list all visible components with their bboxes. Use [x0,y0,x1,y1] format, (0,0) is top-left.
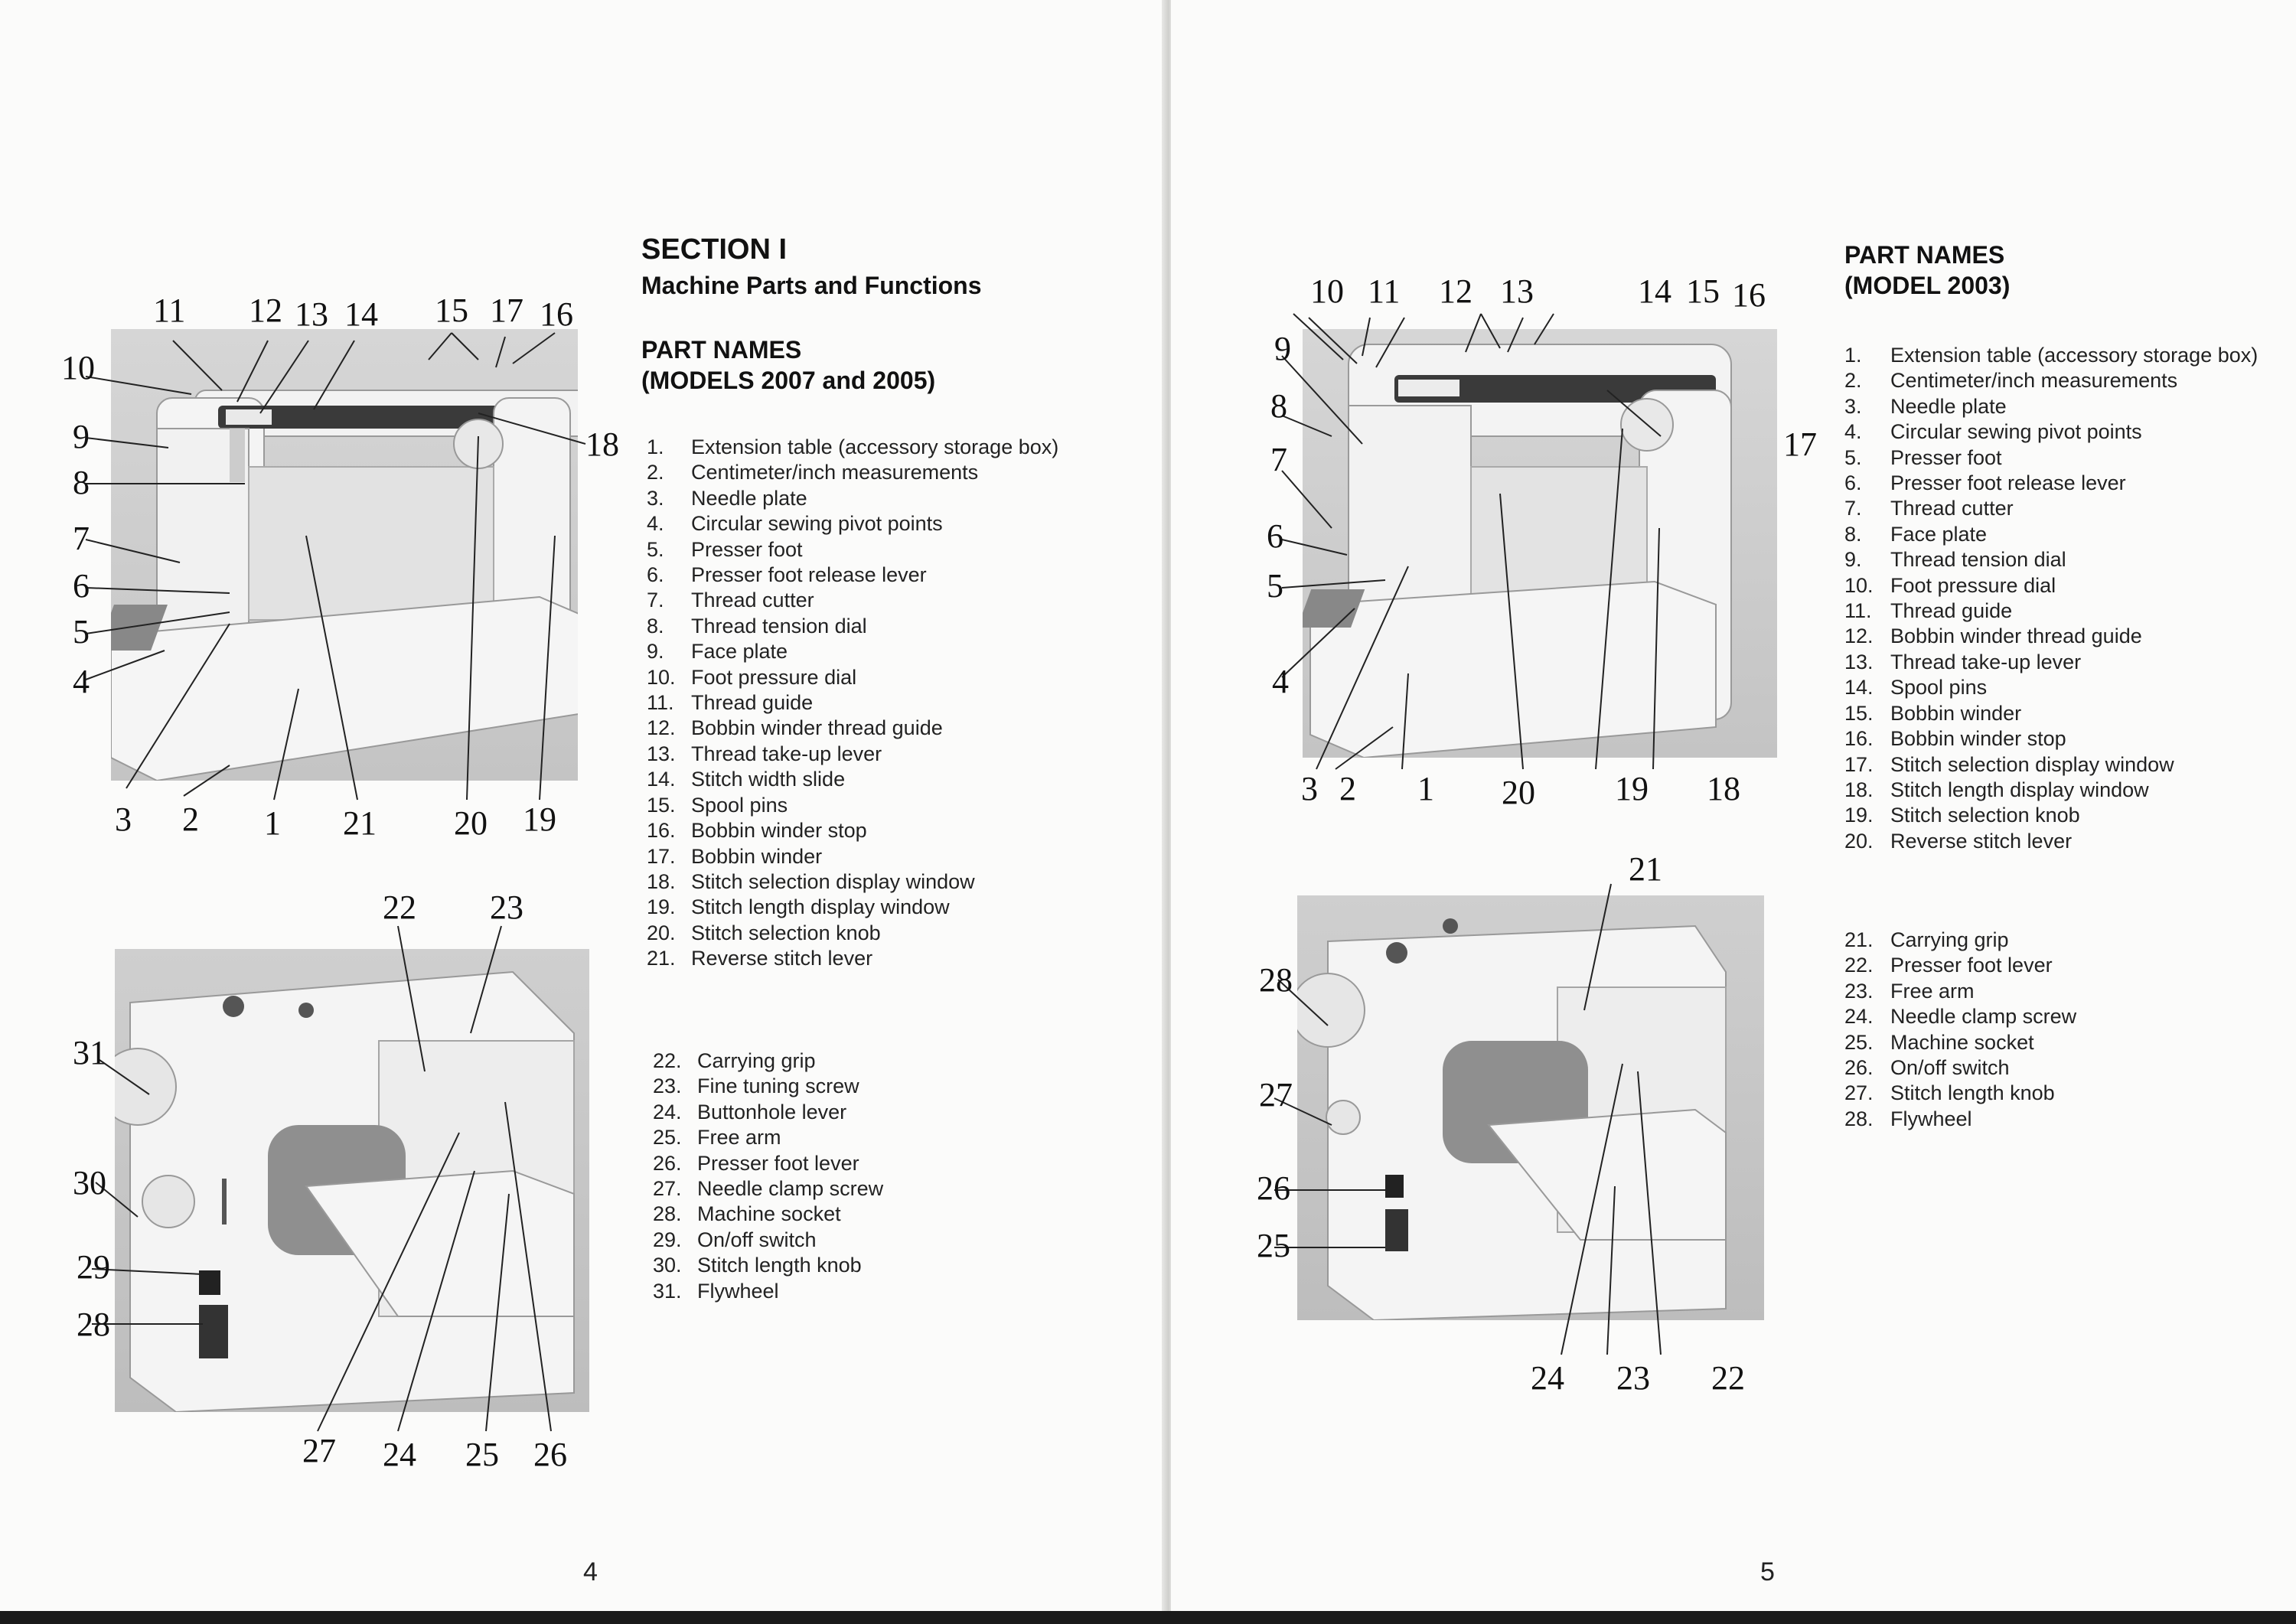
fig3-callout: 18 [1707,770,1740,807]
fig1-callout: 11 [153,292,186,329]
fig1-callout: 6 [73,567,90,605]
fig2-callout: 29 [77,1248,110,1286]
fig3-callout: 4 [1272,663,1289,700]
fig4-callout: 21 [1629,850,1662,888]
part-number: 23. [653,1075,682,1098]
part-list-item [653,1202,1066,1227]
fig3-callout: 1 [1417,770,1434,807]
part-label: Thread tension dial [1890,548,2066,572]
part-label: Stitch selection display window [691,869,975,893]
part-number: 22. [653,1049,682,1072]
part-number: 28. [1844,1107,1874,1130]
part-label: Presser foot [1890,445,2002,469]
part-label: Carrying grip [1890,928,2009,951]
fig1-callout: 14 [344,295,378,333]
part-label: Face plate [1890,522,1988,546]
part-names-heading [641,334,935,396]
part-label: Flywheel [697,1279,779,1303]
fig1-callout: 19 [523,801,556,838]
part-number: 24. [653,1100,682,1123]
part-label: Bobbin winder stop [1890,727,2066,751]
part-label: Extension table (accessory storage box) [1890,344,2258,367]
fig1-callout: 4 [73,663,90,700]
fig1-callout: 1 [264,804,281,842]
part-number: 2. [1844,369,1862,393]
fig3-callout: 5 [1267,567,1283,605]
part-number: 16. [1844,727,1874,751]
part-number: 11. [1844,599,1872,623]
parts-list-models-2007-2005-back [653,1048,1066,1304]
part-number: 22. [1844,954,1874,977]
part-list-item [1844,803,2265,828]
part-list-item [647,588,1060,613]
fig1-callout: 12 [249,292,282,329]
part-number: 7. [647,589,664,612]
page-number: 5 [1760,1557,1775,1586]
part-number: 14. [647,768,676,791]
sewing-machine-front-illustration-2003 [1303,329,1777,758]
part-list-item [1844,1004,2265,1029]
fig1-callout: 13 [295,295,328,333]
fig2-callout: 30 [73,1164,106,1202]
part-label: Circular sewing pivot points [1890,420,2142,444]
part-list-item [647,614,1060,639]
part-label: Spool pins [691,793,788,817]
page-number: 4 [583,1557,598,1586]
fig3-callout: 19 [1615,770,1649,807]
fig2-callout: 28 [77,1306,110,1343]
part-number: 21. [647,947,676,970]
part-names-heading-line: PART NAMES [641,336,802,364]
part-label: Stitch length display window [691,895,950,919]
fig4-callout: 27 [1259,1076,1293,1114]
part-number: 1. [1844,344,1862,367]
fig1-callout: 5 [73,613,90,651]
part-label: Thread cutter [691,589,814,612]
part-number: 17. [1844,752,1874,776]
part-list-item [653,1228,1066,1253]
fig3-callout: 14 [1638,272,1671,310]
part-number: 9. [1844,548,1862,572]
part-number: 18. [1844,778,1874,801]
part-number: 24. [1844,1005,1874,1029]
part-label: Stitch length knob [1890,1081,2055,1105]
fig3-callout: 12 [1439,272,1473,310]
fig2-callout: 23 [490,889,523,926]
part-number: 20. [647,921,676,944]
part-list-item [653,1176,1066,1202]
part-list-item [647,537,1060,563]
part-list-item [647,895,1060,920]
part-list-item [1844,598,2265,624]
fig1-callout: 21 [343,804,377,842]
part-list-item [1844,445,2265,471]
part-number: 25. [653,1126,682,1150]
part-label: Centimeter/inch measurements [691,461,979,484]
scan-edge [0,1611,2296,1624]
fig4-callout: 24 [1531,1359,1564,1397]
part-label: Stitch length knob [697,1254,862,1277]
part-label: Bobbin winder thread guide [691,716,943,740]
part-number: 27. [1844,1081,1874,1105]
part-number: 2. [647,461,664,484]
part-number: 6. [1844,471,1862,495]
part-label: Thread tension dial [691,614,867,638]
parts-list-models-2007-2005 [647,435,1060,972]
part-list-item [647,946,1060,971]
fig4-callout: 22 [1711,1359,1745,1397]
part-label: Presser foot lever [1890,954,2053,977]
part-label: Needle plate [691,486,807,510]
part-label: Bobbin winder stop [691,819,867,843]
fig1-callout: 18 [585,426,619,463]
fig3-callout: 10 [1310,272,1344,310]
fig2-callout: 31 [73,1034,106,1071]
fig3-callout: 11 [1368,272,1401,310]
part-list-item [1844,953,2265,978]
part-number: 5. [647,537,664,561]
fig2-callout: 26 [533,1436,567,1473]
part-label: Needle clamp screw [1890,1005,2077,1029]
fig3-callout: 17 [1783,426,1817,463]
part-list-item [1844,701,2265,726]
machine-front-photo-models-2007-2005 [111,329,578,781]
sewing-machine-back-illustration-2003 [1297,895,1764,1320]
part-label: Bobbin winder [691,844,823,868]
part-number: 10. [1844,573,1874,597]
part-number: 12. [1844,624,1874,648]
part-number: 3. [1844,394,1862,418]
part-number: 17. [647,844,676,868]
part-label: Thread cutter [1890,497,2014,520]
part-number: 18. [647,869,676,893]
part-label: Fine tuning screw [697,1075,859,1098]
part-list-item [1844,778,2265,803]
part-list-item [647,639,1060,664]
part-list-item [653,1279,1066,1304]
part-number: 15. [647,793,676,817]
part-list-item [1844,496,2265,521]
part-number: 13. [1844,650,1874,673]
part-number: 4. [647,512,664,536]
models-heading-line: (MODELS 2007 and 2005) [641,367,936,394]
part-list-item [1844,650,2265,675]
part-list-item [647,921,1060,946]
fig3-callout: 9 [1274,330,1291,367]
fig4-callout: 23 [1616,1359,1650,1397]
part-number: 7. [1844,497,1862,520]
fig1-callout: 8 [73,464,90,501]
part-label: Free arm [1890,979,1975,1003]
part-list-item [1844,522,2265,547]
part-list-item [647,511,1060,536]
part-list-item [1844,675,2265,700]
part-label: Stitch length display window [1890,778,2149,801]
part-list-item [1844,979,2265,1004]
model-heading-line: (MODEL 2003) [1844,272,2011,299]
fig3-callout: 6 [1267,517,1283,555]
part-number: 25. [1844,1030,1874,1054]
part-number: 21. [1844,928,1874,951]
part-list-item [1844,1055,2265,1081]
parts-list-model-2003 [1844,343,2265,854]
part-number: 5. [1844,445,1862,469]
part-number: 26. [1844,1056,1874,1080]
part-number: 31. [653,1279,682,1303]
part-number: 28. [653,1202,682,1226]
part-list-item [647,435,1060,460]
part-list-item [647,486,1060,511]
part-label: Thread guide [691,691,814,715]
part-number: 4. [1844,420,1862,444]
machine-front-photo-model-2003 [1303,329,1777,758]
part-label: Presser foot [691,537,803,561]
part-label: Presser foot lever [697,1151,859,1175]
part-list-item [653,1151,1066,1176]
part-list-item [647,742,1060,767]
part-label: Stitch selection knob [1890,804,2080,827]
fig3-callout: 2 [1339,770,1356,807]
machine-back-photo-model-2003 [1297,895,1764,1320]
part-label: Bobbin winder [1890,701,2022,725]
sewing-machine-back-illustration [115,949,589,1412]
part-label: Centimeter/inch measurements [1890,369,2178,393]
part-number: 27. [653,1177,682,1201]
page-5 [1171,0,2296,1624]
part-label: Thread guide [1890,599,2013,623]
part-list-item [647,690,1060,716]
part-list-item [647,844,1060,869]
section-subtitle: Machine Parts and Functions [641,272,982,299]
part-list-item [653,1253,1066,1278]
part-number: 12. [647,716,676,740]
fig3-callout: 15 [1686,272,1720,310]
part-list-item [1844,1030,2265,1055]
fig1-callout: 10 [61,349,95,386]
fig3-callout: 7 [1270,441,1287,478]
fig3-callout: 8 [1270,387,1287,425]
part-list-item [647,869,1060,895]
fig4-callout: 28 [1259,961,1293,999]
part-list-item [1844,1107,2265,1132]
part-number: 3. [647,486,664,510]
fig1-callout: 9 [73,418,90,455]
part-number: 6. [647,563,664,587]
part-label: Machine socket [1890,1030,2034,1054]
part-list-item [1844,343,2265,368]
part-list-item [1844,419,2265,445]
part-number: 19. [1844,804,1874,827]
part-label: Carrying grip [697,1049,816,1072]
fig1-callout: 17 [490,292,523,329]
part-list-item [647,563,1060,588]
part-label: Needle plate [1890,394,2007,418]
part-label: Extension table (accessory storage box) [691,435,1059,458]
part-number: 8. [1844,522,1862,546]
part-list-item [653,1074,1066,1099]
part-label: Needle clamp screw [697,1177,884,1201]
fig1-callout: 2 [182,801,199,838]
part-list-item [653,1100,1066,1125]
part-list-item [1844,726,2265,752]
part-label: Reverse stitch lever [691,947,873,970]
part-list-item [1844,829,2265,854]
part-list-item [647,793,1060,818]
part-names-heading-2003 [1844,240,2010,301]
part-label: Stitch selection display window [1890,752,2174,776]
part-list-item [647,818,1060,843]
fig1-callout: 20 [454,804,488,842]
part-list-item [1844,928,2265,953]
fig4-callout: 25 [1257,1227,1290,1264]
part-number: 29. [653,1228,682,1251]
fig3-callout: 20 [1502,774,1535,811]
part-list-item [647,460,1060,485]
parts-list-model-2003-back [1844,928,2265,1132]
part-list-item [653,1125,1066,1150]
part-number: 19. [647,895,676,919]
fig1-callout: 16 [540,295,573,333]
fig4-callout: 26 [1257,1169,1290,1207]
part-list-item [647,665,1060,690]
part-label: Spool pins [1890,676,1988,699]
part-label: Reverse stitch lever [1890,829,2073,853]
sewing-machine-front-illustration [111,329,578,781]
part-list-item [1844,624,2265,649]
part-list-item [1844,547,2265,572]
part-label: Thread take-up lever [1890,650,2082,673]
part-label: Thread take-up lever [691,742,882,765]
fig2-callout: 27 [302,1432,336,1469]
part-label: Free arm [697,1126,781,1150]
fig2-callout: 25 [465,1436,499,1473]
fig3-callout: 13 [1500,272,1534,310]
machine-back-photo-models-2007-2005 [115,949,589,1412]
part-number: 16. [647,819,676,843]
part-number: 23. [1844,979,1874,1003]
fig3-callout: 16 [1732,276,1766,314]
section-title: SECTION I [641,233,788,266]
part-list-item [653,1048,1066,1074]
part-number: 8. [647,614,664,638]
fig1-callout: 3 [115,801,132,838]
part-label: Machine socket [697,1202,841,1226]
part-list-item [647,716,1060,741]
part-number: 14. [1844,676,1874,699]
part-label: Bobbin winder thread guide [1890,624,2142,648]
part-label: Stitch width slide [691,768,846,791]
part-number: 9. [647,640,664,664]
part-list-item [1844,471,2265,496]
part-list-item [647,767,1060,792]
part-label: On/off switch [697,1228,817,1251]
fig2-callout: 22 [383,889,416,926]
part-number: 20. [1844,829,1874,853]
part-label: On/off switch [1890,1056,2010,1080]
part-number: 10. [647,665,676,689]
part-label: Stitch selection knob [691,921,881,944]
part-number: 30. [653,1254,682,1277]
part-label: Circular sewing pivot points [691,512,943,536]
fig2-callout: 24 [383,1436,416,1473]
part-list-item [1844,573,2265,598]
fig1-callout: 7 [73,520,90,557]
part-label: Buttonhole lever [697,1100,847,1123]
part-label: Flywheel [1890,1107,1972,1130]
part-number: 11. [647,691,674,715]
part-label: Foot pressure dial [691,665,857,689]
part-list-item [1844,752,2265,778]
part-number: 13. [647,742,676,765]
part-list-item [1844,1081,2265,1106]
part-label: Presser foot release lever [691,563,927,587]
part-names-heading-line: PART NAMES [1844,241,2005,269]
part-label: Face plate [691,640,788,664]
part-list-item [1844,394,2265,419]
part-label: Foot pressure dial [1890,573,2056,597]
part-list-item [1844,368,2265,393]
fig1-callout: 15 [435,292,468,329]
part-number: 26. [653,1151,682,1175]
part-label: Presser foot release lever [1890,471,2126,495]
part-number: 15. [1844,701,1874,725]
fig3-callout: 3 [1301,770,1318,807]
part-number: 1. [647,435,664,458]
